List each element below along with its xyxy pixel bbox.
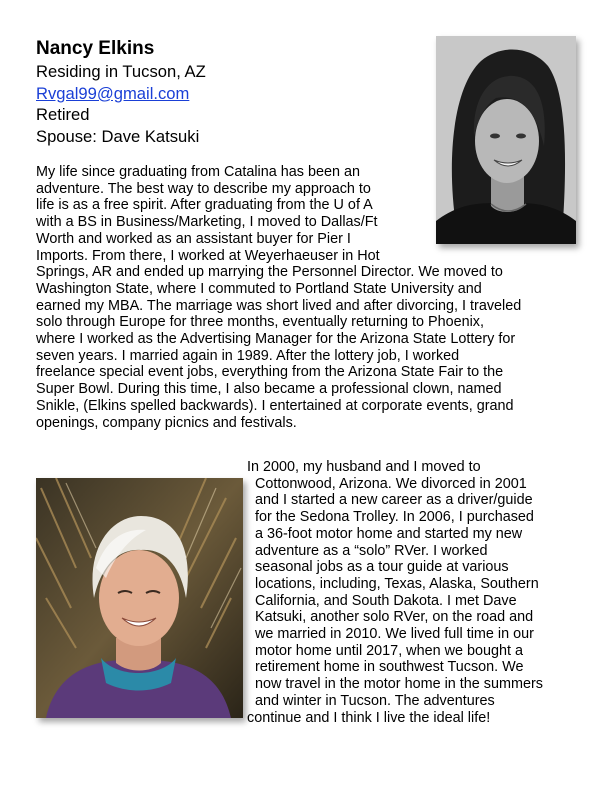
text-line: and winter in Tucson. The adventures [255,692,495,709]
text-line: seasonal jobs as a tour guide at various [255,559,509,576]
text-line: solo through Europe for three months, eventually returning to Phoenix, [36,314,484,331]
text-line: In 2000, my husband and I moved to [247,459,481,475]
text-line: Washington State, where I commuted to Portland State University and [36,280,482,297]
text-line: seven years. I married again in 1989. After the lottery job, I worked [36,347,460,364]
text-line: for the Sedona Trolley. In 2006, I purchased [255,509,534,526]
text-line: continue and I think I live the ideal life! [247,709,491,726]
text-line: locations, including, Texas, Alaska, Southern [255,575,539,592]
text-line: freelance special event jobs, everything from the Arizona State Fair to the [36,364,504,381]
text-line: where I worked as the Advertising Manager for the Arizona State Lottery for [36,331,516,348]
profile-header [36,37,416,147]
text-line: adventure as a “solo” RVer. I worked [255,542,488,559]
text-line: Imports. From there, I worked at Weyerhaeuser in Hot [36,247,380,264]
text-line: Super Bowl. During this time, I also became a professional clown, named [36,381,502,398]
person-name: Nancy Elkins [36,38,155,59]
text-line: Snikle, (Elkins spelled backwards). I entertained at corporate events, grand [36,397,514,414]
text-line: a 36-foot motor home and started my new [255,525,523,542]
text-line: adventure. The best way to describe my approach to [36,180,371,197]
status: Retired [36,105,90,125]
text-line: Cottonwood, Arizona. We divorced in 2001 [255,475,527,492]
text-line: we married in 2010. We lived full time in our [255,626,534,643]
recent-photo [36,478,243,718]
email-link[interactable]: Rvgal99@gmail.com [36,83,190,103]
text-line: with a BS in Business/Marketing, I moved to Dallas/Ft [36,214,378,231]
residence: Residing in Tucson, AZ [36,62,206,81]
bio-paragraph-2 [247,459,587,726]
text-line: openings, company picnics and festivals. [36,414,297,431]
text-line: My life since graduating from Catalina has been an [36,164,360,180]
text-line: California, and South Dakota. I met Dave [255,592,517,609]
spouse: Spouse: Dave Katsuki [36,126,200,146]
text-line: and I started a new career as a driver/guide [255,492,533,509]
text-line: Springs, AR and ended up marrying the Personnel Director. We moved to [36,264,503,281]
bio-paragraph-1 [36,164,572,431]
text-line: Worth and worked as an assistant buyer for Pier I [36,230,351,247]
text-line: retirement home in southwest Tucson. We [255,659,524,676]
text-line: earned my MBA. The marriage was short lived and after divorcing, I traveled [36,297,522,314]
text-line: now travel in the motor home in the summers [255,676,543,693]
text-line: Katsuki, another solo RVer, on the road and [255,609,534,626]
text-line: life is as a free spirit. After graduating from the U of A [36,197,373,214]
text-line: motor home until 2017, when we bought a [255,642,523,659]
